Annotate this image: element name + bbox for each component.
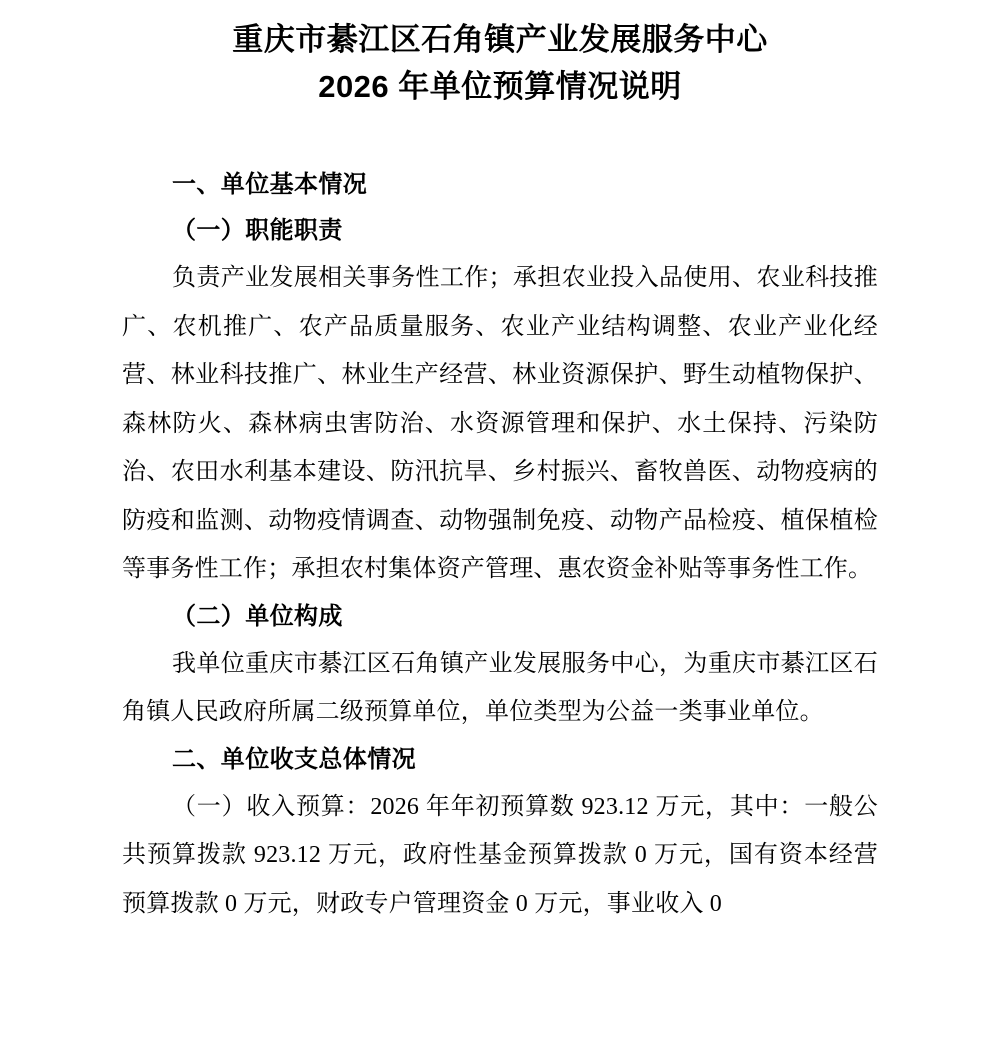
section-unit-basic-info (122, 162, 878, 737)
paragraph-duties: 负责产业发展相关事务性工作；承担农业投入品使用、农业科技推广、农机推广、农产品质量服务、农业产业结构调整、农业产业化经营、林业科技推广、林业生产经营、林业资源保护、野生动植物保护、森林防火、森林病虫害防治、水资源管理和保护、水土保持、污染防治、农田水利基本建设、防汛抗旱、乡村振兴、畜牧兽医、动物疫病的防疫和监测、动物疫情调查、动物强制免疫、动物产品检疫、植保植检等事务性工作；承担农村集体资产管理、惠农资金补贴等事务性工作。 (122, 265, 878, 582)
paragraph-income-budget: （一）收入预算：2026 年年初预算数 923.12 万元，其中：一般公共预算拨款 923.12 万元，政府性基金预算拨款 0 万元，国有资本经营预算拨款 0 万元，财政专户管理资金 0 万元，事业收入 0 (122, 793, 878, 917)
paragraph-composition: 我单位重庆市綦江区石角镇产业发展服务中心，为重庆市綦江区石角镇人民政府所属二级预算单位，单位类型为公益一类事业单位。 (122, 650, 878, 725)
section-income-expenditure (122, 737, 878, 929)
sub-heading-duties: （一）职能职责 (172, 218, 343, 244)
title-spacer (122, 110, 878, 162)
section-heading-1: 一、单位基本情况 (172, 171, 368, 198)
sub-heading-composition: （二）单位构成 (172, 603, 343, 630)
page-title (122, 0, 878, 110)
section-heading-2: 二、单位收支总体情况 (172, 745, 416, 773)
page-title-line-2: 2026 年单位预算情况说明 (318, 69, 682, 104)
page-title-line-1: 重庆市綦江区石角镇产业发展服务中心 (232, 22, 768, 57)
